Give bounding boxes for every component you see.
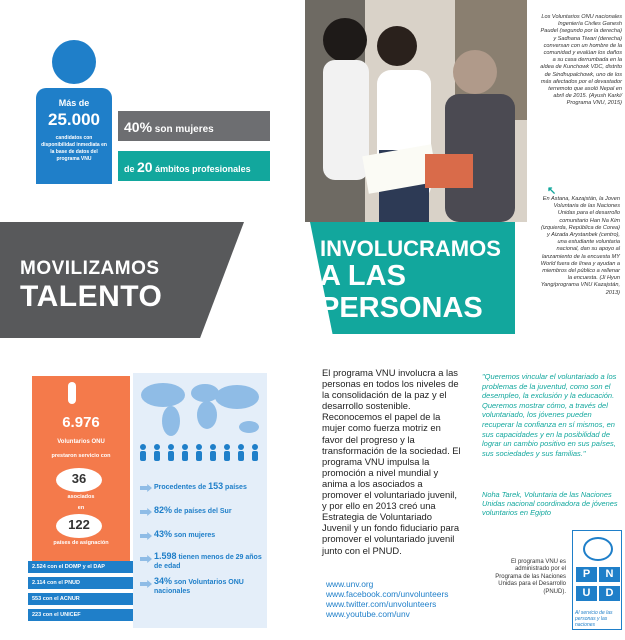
map-stat-text: tienen menos de 29 años de edad <box>154 554 262 570</box>
map-stat-value: 153 <box>208 481 224 491</box>
map-stat-text: son mujeres <box>172 532 216 539</box>
link-facebook[interactable]: www.facebook.com/unvolunteers <box>326 589 449 599</box>
volunteers-photo-illustration <box>305 0 527 222</box>
women-percent: 40% <box>124 119 153 135</box>
partner-chip-acnur: 553 con el ACNUR <box>28 593 133 605</box>
photo-caption-top: Los Voluntarios ONU nacionales Ingeniería Civiles Ganesh Paudel (segundo por la derecha) y Sadhana Tiwari (derecha) conversan con un hombre de la comunidad y evalúan los daños a su casa derrumbada en la aldea de Kunchowk VDC, distrito de Sindhupalchowk, uno de los más afectados por el devastador terremoto que asoló Nepal en abril de 2015. (Ayush Karki/ Programa VNU, 2015) <box>540 14 622 107</box>
talent-heading-line2: TALENTO <box>20 280 163 313</box>
partners-label: asociados <box>67 494 95 500</box>
people-icons-row <box>133 443 267 463</box>
caption-arrow-icon: ↖ <box>547 185 557 197</box>
talent-heading-line1: MOVILIZAMOS <box>20 258 160 279</box>
undp-letter: P <box>576 567 597 582</box>
candidates-description: candidatos con disponibilidad inmediata en la base de datos del programa VNU <box>41 135 107 162</box>
undp-admin-text: El programa VNU es administrado por el Programa de las Naciones Unidas para el Desarrollo (PNUD). <box>495 559 566 595</box>
link-twitter[interactable]: www.twitter.com/unvolunteers <box>326 599 437 609</box>
map-stat-youth <box>154 552 264 571</box>
women-stat-text: son mujeres <box>152 124 214 135</box>
undp-tagline: Al servicio de las personas y las naciones <box>575 610 613 628</box>
volunteers-photo <box>305 0 527 222</box>
map-stat-national <box>154 577 264 596</box>
people-heading-line3: PERSONAS <box>320 292 483 324</box>
volunteers-number: 6.976 <box>62 414 100 431</box>
volunteers-label: Voluntarios ONU <box>57 439 105 445</box>
fields-stat-box <box>118 151 270 181</box>
binder-hole <box>68 382 76 404</box>
links-list <box>326 579 448 619</box>
map-stat-countries <box>154 481 247 491</box>
link-youtube[interactable]: www.youtube.com/unv <box>326 609 410 619</box>
fields-stat-prefix: de <box>124 164 138 174</box>
world-map-icon <box>133 373 267 453</box>
candidates-number: 25.000 <box>48 110 100 129</box>
map-stat-text: países <box>223 484 247 491</box>
map-stat-text: Procedentes de <box>154 484 209 491</box>
fields-stat-text: ámbitos profesionales <box>152 164 251 174</box>
map-stat-value: 34% <box>154 576 173 586</box>
photo-caption-bottom: En Astana, Kazajstán, la Joven Voluntaria de las Naciones Unidas para el desarrollo comunitario Han Na Kim (izquierda, República de Corea) y Aizada Arystanbek (centro), una estudiante voluntaria nacional, dan su apoyo al lanzamiento de la encuesta MY World fuera de línea y ayudan a miembros del público a rellenar la encuesta. (Ji Hyun Yang/programa VNU Kazajstán, 2013) <box>540 196 620 296</box>
partner-chip-domp: 2.524 con el DOMP y el DAP <box>28 561 133 573</box>
undp-letter: N <box>599 567 620 582</box>
quote-author: Noha Tarek, Voluntaria de las Naciones Unidas nacional coordinadora de jóvenes voluntarios en Egipto <box>482 490 618 517</box>
body-paragraph: El programa VNU involucra a las personas en todos los niveles de la consolidación de la paz y el desarrollo sostenible. Reconocemos el papel de la mujer como fuerza motriz en favor del progreso y la transformación de la sociedad. El programa VNU impulsa la promoción a nivel mundial y anima a los asociados a promover el voluntariado juvenil, y por ello en 2013 creó una Estrategia de Voluntariado Juvenil y un fondo fiduciario para promover el voluntariado juvenil junto con el PNUD. <box>322 367 461 556</box>
candidates-stat-card <box>36 88 112 184</box>
in-label: en <box>77 505 85 511</box>
women-stat-box <box>118 111 270 141</box>
fields-number: 20 <box>137 159 153 175</box>
people-heading-line2: A LAS <box>320 260 406 292</box>
more-than-label: Más de <box>58 98 90 108</box>
people-heading-line1: INVOLUCRAMOS <box>320 236 501 261</box>
map-stat-text: de países del Sur <box>172 508 232 515</box>
map-stat-text: son Voluntarios ONU nacionales <box>154 579 244 595</box>
quote-text: "Queremos vincular el voluntariado a los problemas de la juventud, como son el desempleo, la exclusión y la educación. Queremos mostrar cómo, a través del voluntariado, los jóvenes pueden recuperar la confianza en sí mismos, en sus capacidades y en la posibilidad de lograr un cambio positivo en sus países, sus sociedades y sus familias." <box>482 372 617 458</box>
service-text: prestaron servicio con <box>51 453 111 459</box>
un-emblem-icon <box>583 537 613 561</box>
map-stat-south <box>154 505 232 515</box>
countries-label: países de asignación <box>53 540 109 546</box>
undp-letter: U <box>576 586 597 601</box>
map-stat-women <box>154 529 215 539</box>
map-stat-value: 43% <box>154 529 173 539</box>
link-website[interactable]: www.unv.org <box>326 579 374 589</box>
map-stat-value: 1.598 <box>154 551 177 561</box>
partner-chip-pnud: 2.114 con el PNUD <box>28 577 133 589</box>
partner-chip-unicef: 223 con el UNICEF <box>28 609 133 621</box>
partners-number: 36 <box>56 468 102 492</box>
countries-number: 122 <box>56 514 102 538</box>
map-stat-value: 82% <box>154 505 173 515</box>
undp-letter: D <box>599 586 620 601</box>
person-icon-head <box>52 40 96 84</box>
